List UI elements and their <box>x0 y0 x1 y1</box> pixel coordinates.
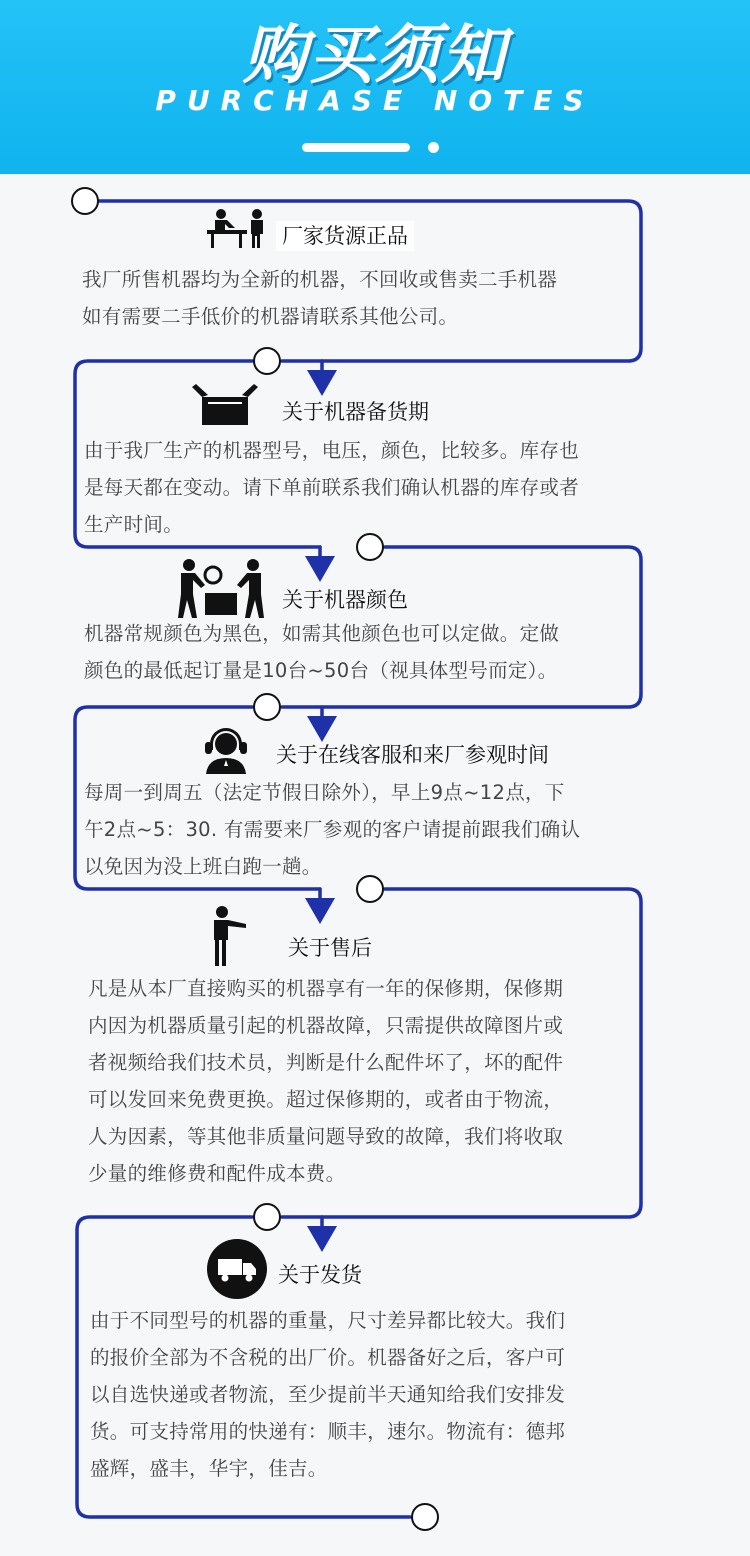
flow-node <box>254 694 280 720</box>
text-line: 机器常规颜色为黑色，如需其他颜色也可以定做。定做 <box>84 622 560 645</box>
section-title-genuine: 厂家货源正品 <box>276 221 414 251</box>
text-line: 少量的维修费和配件成本费。 <box>88 1162 346 1185</box>
flow-arrow <box>307 1226 337 1252</box>
text-line: 盛辉，盛丰，华宇，佳吉。 <box>90 1457 328 1480</box>
section-text-stock <box>84 432 644 543</box>
headset-agent-icon <box>202 720 250 774</box>
section-text-shipping <box>90 1302 650 1487</box>
inspect-box-icon <box>175 557 267 619</box>
text-line: 如有需要二手低价的机器请联系其他公司。 <box>82 305 459 328</box>
section-title-service: 关于在线客服和来厂参观时间 <box>276 743 549 767</box>
section-text-genuine <box>82 261 642 335</box>
text-line: 以免因为没上班白跑一趟。 <box>84 855 322 878</box>
text-line: 可以发回来免费更换。超过保修期的，或者由于物流， <box>88 1088 564 1111</box>
section-title-aftersales: 关于售后 <box>288 936 372 960</box>
text-line: 人为因素，等其他非质量问题导致的故障，我们将收取 <box>88 1125 564 1148</box>
section-text-color <box>84 615 644 689</box>
text-line: 我厂所售机器均为全新的机器，不回收或售卖二手机器 <box>82 268 558 291</box>
flow-node <box>72 188 98 214</box>
text-line: 凡是从本厂直接购买的机器享有一年的保修期，保修期 <box>88 977 564 1000</box>
text-line: 货。可支持常用的快递有：顺丰，速尔。物流有：德邦 <box>90 1420 566 1443</box>
page-subtitle: PURCHASE NOTES <box>155 84 595 117</box>
open-box-icon <box>190 383 260 427</box>
text-line: 以自选快递或者物流，至少提前半天通知给我们安排发 <box>90 1383 566 1406</box>
section-text-aftersales <box>88 970 648 1192</box>
flow-node <box>412 1504 438 1530</box>
flow-arrow <box>305 556 335 582</box>
text-line: 的报价全部为不含税的出厂价。机器备好之后，客户可 <box>90 1346 566 1369</box>
section-title-stock: 关于机器备货期 <box>282 400 429 424</box>
pointing-person-icon <box>210 906 250 966</box>
text-line: 内因为机器质量引起的机器故障，只需提供故障图片或 <box>88 1014 564 1037</box>
flow-arrow <box>307 370 337 396</box>
text-line: 午2点~5：30. 有需要来厂参观的客户请提前跟我们确认 <box>84 818 581 841</box>
section-title-shipping: 关于发货 <box>278 1263 362 1287</box>
text-line: 是每天都在变动。请下单前联系我们确认机器的库存或者 <box>84 476 580 499</box>
flow-arrow <box>307 716 337 742</box>
text-line: 每周一到周五（法定节假日除外），早上9点~12点，下 <box>84 781 565 804</box>
text-line: 者视频给我们技术员，判断是什么配件坏了，坏的配件 <box>88 1051 564 1074</box>
flow-node <box>254 1204 280 1230</box>
counter-people-icon <box>205 208 269 248</box>
text-line: 由于我厂生产的机器型号，电压，颜色，比较多。库存也 <box>84 439 580 462</box>
page-title: 购买须知 <box>243 19 507 93</box>
text-line: 生产时间。 <box>84 513 184 536</box>
delivery-truck-icon <box>206 1238 268 1300</box>
flow-node <box>254 348 280 374</box>
flow-arrow <box>305 898 335 924</box>
text-line: 由于不同型号的机器的重量，尺寸差异都比较大。我们 <box>90 1309 566 1332</box>
section-text-service <box>84 774 644 885</box>
text-line: 颜色的最低起订量是10台~50台（视具体型号而定）。 <box>84 659 558 682</box>
section-title-color: 关于机器颜色 <box>282 588 408 612</box>
